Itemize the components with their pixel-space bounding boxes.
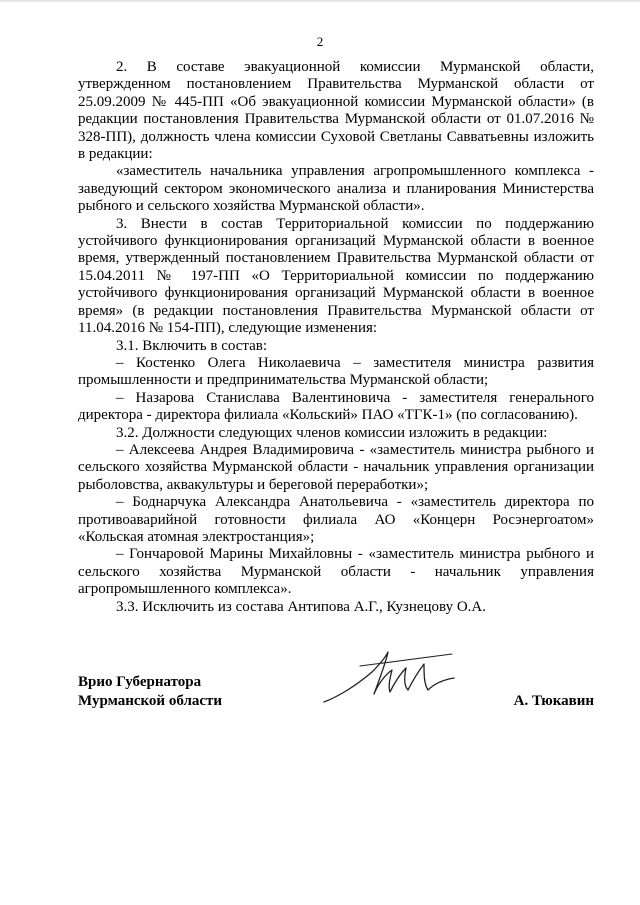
list-item-bodnarchuk: – Боднарчука Александра Анатольевича - «заместитель директора по противоаварийной готовности филиала АО «Концерн Росэнергоатом» «Кольская атомная электростанция»; <box>78 494 594 545</box>
top-edge-rule <box>0 0 640 3</box>
paragraph-3-3-exclude: 3.3. Исключить из состава Антипова А.Г., Кузнецову О.А. <box>116 598 487 615</box>
paragraph-3-1-include: 3.1. Включить в состав: <box>116 337 268 354</box>
list-item-nazarov: – Назарова Станислава Валентиновича - заместителя генерального директора - директора филиала «Кольский» ПАО «ТГК-1» (по согласованию). <box>78 389 594 424</box>
signatory-name: А. Тюкавин <box>513 693 594 709</box>
paragraph-2-evacuation-commission: 2. В составе эвакуационной комиссии Мурманской области, утвержденном постановлением Правительства Мурманской области от 25.09.2009 № 445-ПП «Об эвакуационной комиссии Мурманской области» (в редакции постановления Правительства Мурманской области от 01.07.2016 № 328-ПП), должность члена комиссии Суховой Светланы Савватьевны изложить в редакции: <box>78 59 594 163</box>
signatory-position-line2: Мурманской области <box>78 693 223 709</box>
handwritten-signature <box>320 644 460 714</box>
paragraph-3-2-positions: 3.2. Должности следующих членов комиссии изложить в редакции: <box>116 424 548 441</box>
paragraph-3-territorial-commission: 3. Внести в состав Территориальной комиссии по поддержанию устойчивого функционирования организаций Мурманской области в военное время, утвержденный постановлением Правительства Мурманской области от 15.04.2011 № 197-ПП «О Территориальной комиссии по поддержанию устойчивого функционирования организаций Мурманской области в военное время» (в редакции постановления Правительства Мурманской области от 11.04.2016 № 154-ПП), следующие изменения: <box>78 215 594 337</box>
paragraph-new-position-text: «заместитель начальника управления агропромышленного комплекса - заведующий сектором экономического анализа и планирования Министерства рыбного и сельского хозяйства Мурманской области». <box>78 163 594 215</box>
list-item-goncharova: – Гончаровой Марины Михайловны - «заместитель министра рыбного и сельского хозяйства Мурманской области - начальник управления агропромышленного комплекса». <box>78 546 594 598</box>
document-body <box>78 59 594 616</box>
signatory-position <box>78 673 222 711</box>
page-number: 2 <box>316 34 324 49</box>
list-item-kostenko: – Костенко Олега Николаевича – заместителя министра развития промышленности и предпринимательства Мурманской области; <box>78 354 594 389</box>
signatory-position-line1: Врио Губернатора <box>78 674 202 690</box>
list-item-alekseev: – Алексеева Андрея Владимировича - «заместитель министра рыбного и сельского хозяйства Мурманской области - начальник управления организации рыболовства, аквакультуры и береговой переработки»; <box>78 441 594 493</box>
